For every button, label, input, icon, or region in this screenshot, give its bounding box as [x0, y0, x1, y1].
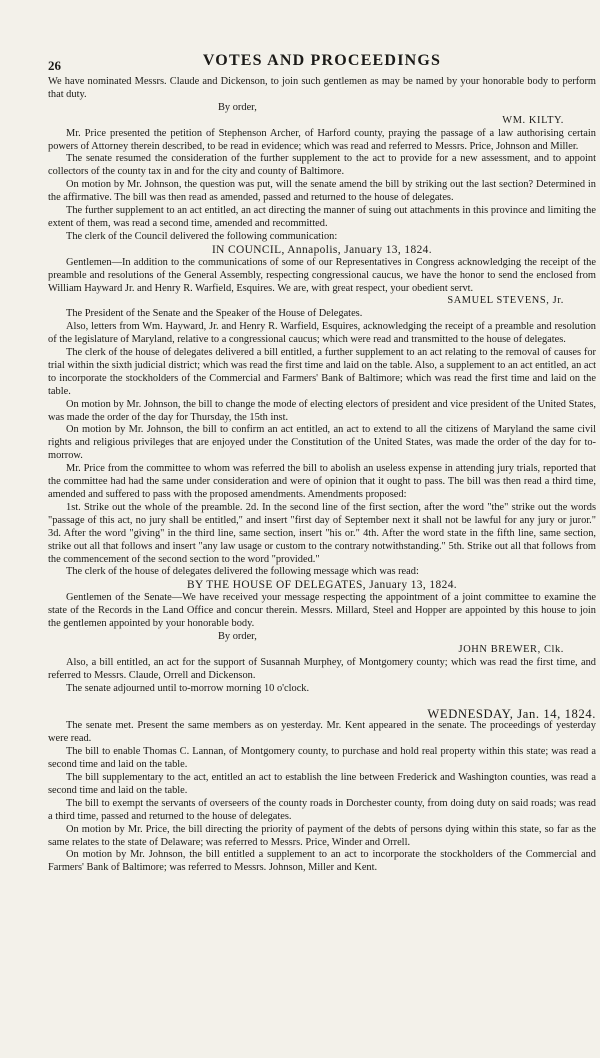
- signature: WM. KILTY.: [502, 114, 564, 126]
- section-heading: BY THE HOUSE OF DELEGATES, January 13, 1824.: [186, 579, 458, 592]
- signature: JOHN BREWER, Clk.: [458, 643, 564, 655]
- paragraph: Also, letters from Wm. Hayward, Jr. and Henry R. Warfield, Esquires, acknowledging the receipt of a preamble and resolution of the legislature of Maryland, relative to a congressional caucus; which were read and transmitted to the house of delegates.: [48, 321, 596, 346]
- paragraph: The senate met. Present the same members as on yesterday. Mr. Kent appeared in the senate. The proceedings of yesterday were read.: [48, 720, 596, 745]
- paragraph: The senate adjourned until to-morrow morning 10 o'clock.: [66, 682, 310, 694]
- running-head: VOTES AND PROCEEDINGS: [202, 52, 442, 69]
- paragraph: The bill supplementary to the act, entitled an act to establish the line between Frederick and Washington counties, was read a second time and laid on the table.: [48, 772, 596, 796]
- paragraph: On motion by Mr. Johnson, the question was put, will the senate amend the bill by striking out the last section? Determined in the affirmative. The bill was then read as amended, passed and returned to the house of delegates.: [48, 179, 596, 204]
- paragraph: The bill to exempt the servants of overseers of the county roads in Dorchester county, from doing duty on said roads; was read a third time, passed and returned to the house of delegates.: [48, 797, 596, 822]
- paragraph: We have nominated Messrs. Claude and Dickenson, to join such gentlemen as may be named by your honorable body to perform that duty.: [48, 76, 596, 100]
- paragraph: On motion by Mr. Price, the bill directing the priority of payment of the debts of persons dying within this state, so far as the same relates to the state of Delaware; was referred to Messrs. Price, Winder and Orrell.: [48, 823, 596, 848]
- paragraph: On motion by Mr. Johnson, the bill to confirm an act entitled, an act to extend to all the citizens of Maryland the same civil rights and religious privileges that are enjoyed under the Constitution of the United States, was made the order of the day for to-morrow.: [48, 424, 596, 462]
- paragraph: The bill to enable Thomas C. Lannan, of Montgomery county, to purchase and hold real property within this state; was read a second time and laid on the table.: [48, 746, 596, 771]
- paragraph: On motion by Mr. Johnson, the bill entitled a supplement to an act to incorporate the stockholders of the Commercial and Farmers' Bank of Baltimore; was referred to Messrs. Johnson, Miller and Kent.: [48, 849, 596, 874]
- section-heading: IN COUNCIL, Annapolis, January 13, 1824.: [211, 243, 433, 256]
- document-body: [48, 76, 596, 875]
- paragraph: The President of the Senate and the Speaker of the House of Delegates.: [66, 308, 363, 320]
- paragraph: On motion by Mr. Johnson, the bill to change the mode of electing electors of president and vice president of the United States, was made the order of the day for Thursday, the 15th inst.: [48, 398, 596, 423]
- paragraph: The clerk of the house of delegates delivered a bill entitled, a further supplement to an act relating to the removal of causes for trial within the sixth judicial district; which was read the first time and laid on the table. Also, a supplement to an act entitled, an act to incorporate the stockholders of the Commercial and Farmers' Bank of Baltimore; which was read the first time and laid on the table.: [48, 347, 596, 397]
- paragraph: Also, a bill entitled, an act for the support of Susannah Murphey, of Montgomery county; which was read the first time, and referred to Messrs. Claude, Orrell and Dickenson.: [48, 656, 596, 681]
- paragraph: Gentlemen—In addition to the communications of some of our Representatives in Congress acknowledging the receipt of the preamble and resolutions of the General Assembly, respecting congressional caucus, we have the honor to send the enclosed from William Hayward Jr. and Henry R. Warfield, Esquires. We are, with great respect, your obedient servt.: [48, 256, 596, 294]
- date-heading: WEDNESDAY, Jan. 14, 1824.: [427, 706, 596, 721]
- by-order-line: By order,: [218, 630, 257, 642]
- signature: SAMUEL STEVENS, Jr.: [447, 295, 564, 307]
- paragraph: The further supplement to an act entitled, an act directing the manner of suing out attachments in this province and limiting the extent of them, was read a second time, amended and recommitted.: [48, 205, 596, 229]
- paragraph: The clerk of the Council delivered the following communication:: [66, 230, 338, 242]
- document-page: [48, 50, 596, 1050]
- paragraph: Mr. Price presented the petition of Stephenson Archer, of Harford county, praying the passage of a law authorising certain powers of Attorney therein described, to be read in evidence; which was read and referred to Messrs. Price, Johnson and Miller.: [48, 127, 596, 152]
- by-order-line: By order,: [218, 101, 257, 113]
- paragraph: The clerk of the house of delegates delivered the following message which was read:: [66, 566, 419, 578]
- paragraph: The senate resumed the consideration of the further supplement to the act to provide for a new assessment, and to appoint collectors of the county tax in and for the city and county of Baltimore.: [48, 153, 596, 178]
- paragraph: Mr. Price from the committee to whom was referred the bill to abolish an useless expense in attending jury trials, reported that the committee had had the same under consideration and were of opinion that it ought to pass. The bill was then read a third time, amended and suffered to pass with the proposed amendments. Amendments proposed:: [48, 463, 596, 500]
- paragraph: Gentlemen of the Senate—We have received your message respecting the appointment of a joint committee to examine the state of the Records in the Land Office and concur therein. Messrs. Millard, Steel and Hopper are appointed by this house to join the gentlemen appointed by your honorable body.: [48, 592, 596, 630]
- page-header: [48, 50, 596, 76]
- paragraph: 1st. Strike out the whole of the preamble. 2d. In the second line of the first section, after the word "the" strike out the words "passage of this act, no jury shall be entitled," and insert "first day of September next it shall not be lawful for any jury or juror." 3d. After the word "giving" in the third line, same section, insert "his or." 4th. After the word state in the fifth line, same section, strike out all that follows and insert "any law usage or custom to the contrary notwithstanding." 5th. Strike out all that follows from the commencement of the second section to the word "provided.": [48, 501, 596, 565]
- page-number: 26: [48, 58, 61, 73]
